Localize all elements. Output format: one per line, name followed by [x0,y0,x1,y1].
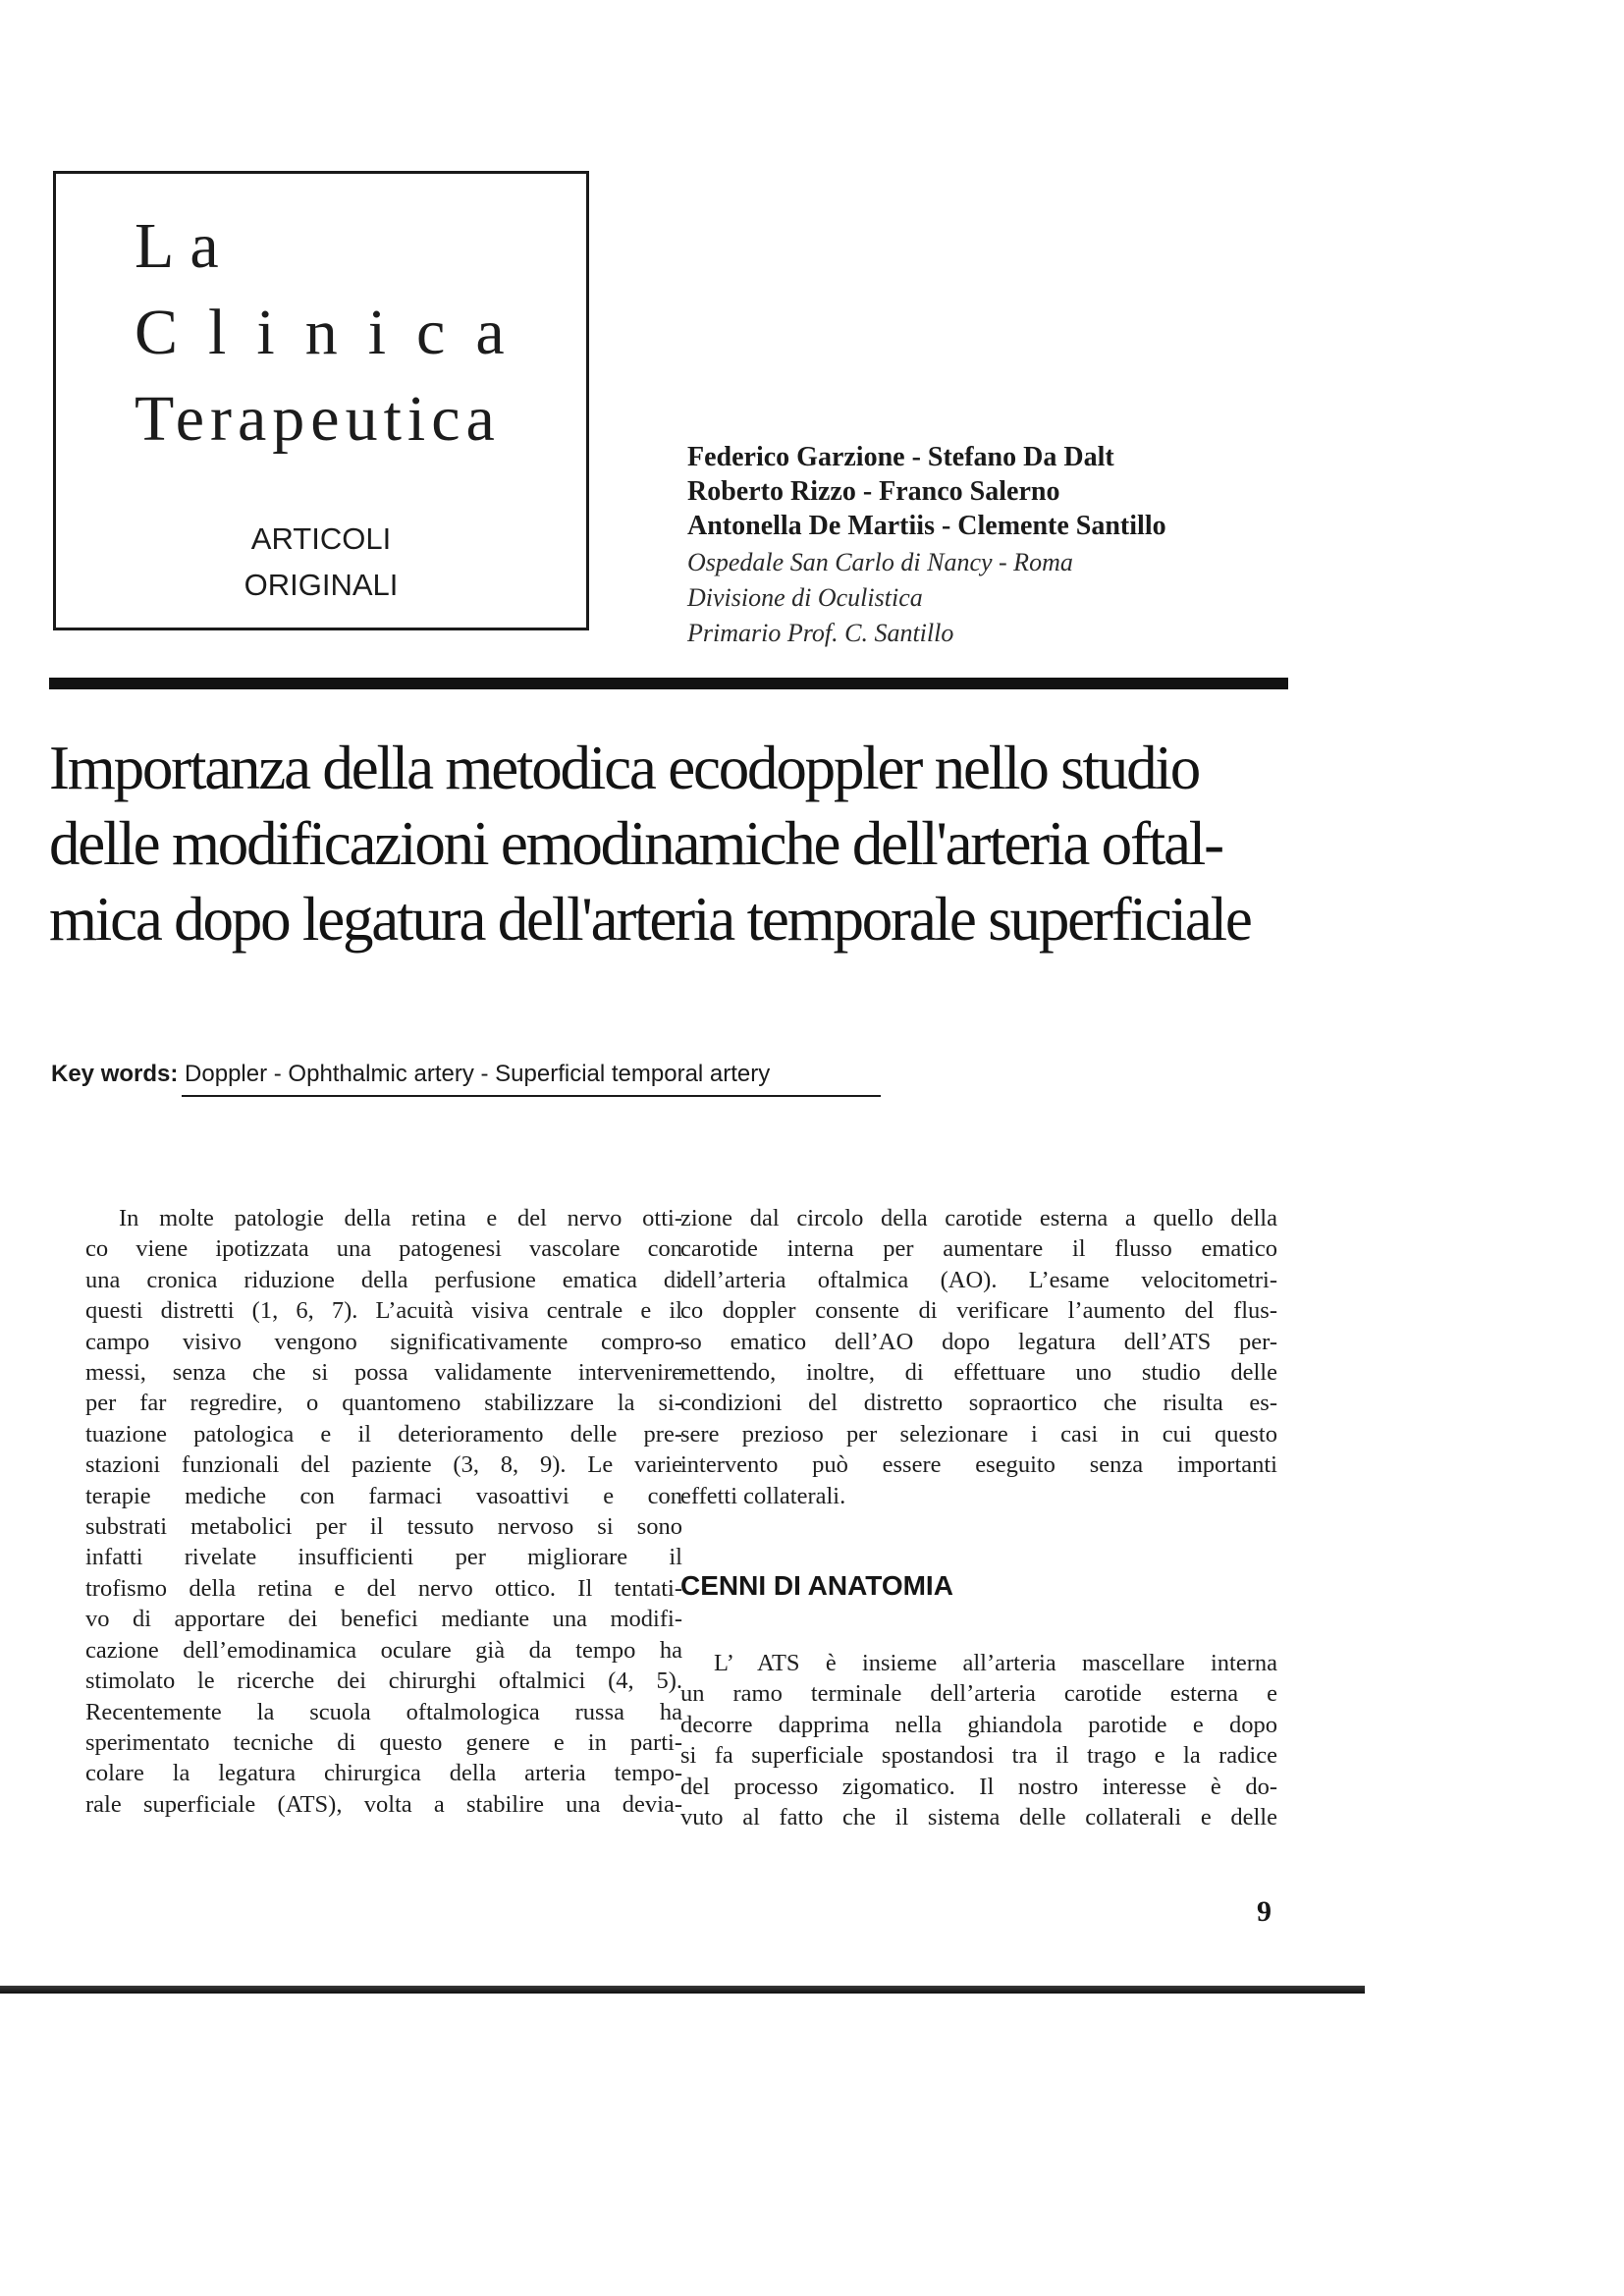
body-line: sere prezioso per selezionare i casi in cui questo [680,1420,1277,1448]
section-label [56,516,586,608]
body-line: zione dal circolo della carotide esterna a quello della [680,1205,1277,1231]
body-line: effetti collaterali. [680,1482,846,1509]
body-line: del processo zigomatico. Il nostro interesse è do- [680,1773,1277,1800]
body-line: Recentemente la scuola oftalmologica russa ha [85,1698,682,1725]
page-edge-line [0,1986,1365,1994]
body-line: stimolato le ricerche dei chirurghi oftalmici (4, 5). [85,1667,682,1695]
body-line: tuazione patologica e il deterioramento delle pre- [85,1420,682,1448]
body-line: terapie mediche con farmaci vasoattivi e con [85,1482,682,1509]
article-title-line: Importanza della metodica ecodoppler nello studio [49,734,1199,802]
body-line: mettendo, inoltre, di effettuare uno studio delle [680,1359,1277,1387]
affiliation-line: Primario Prof. C. Santillo [687,619,954,647]
author-list [687,440,1166,543]
body-line: vuto al fatto che il sistema delle collaterali e delle [680,1804,1277,1831]
body-line: per far regredire, o quantomeno stabilizzare la si- [85,1390,682,1417]
body-line: messi, senza che si possa validamente intervenire [85,1359,682,1387]
affiliation-line: Divisione di Oculistica [687,583,923,612]
author-line: Antonella De Martiis - Clemente Santillo [687,511,1166,541]
journal-box [53,171,589,630]
body-line: un ramo terminale dell’arteria carotide esterna e [680,1680,1277,1708]
body-line: cazione dell’emodinamica oculare già da tempo ha [85,1636,682,1664]
article-title-line: mica dopo legatura dell'arteria temporale superficiale [49,885,1251,954]
body-line: L’ ATS è insieme all’arteria mascellare interna [714,1650,1277,1676]
author-line: Roberto Rizzo - Franco Salerno [687,476,1060,507]
journal-title [135,203,535,463]
body-line: condizioni del distretto sopraortico che risulta es- [680,1390,1277,1417]
section-label-line: ARTICOLI [250,521,392,556]
body-line: co viene ipotizzata una patogenesi vascolare con [85,1235,682,1263]
journal-title-line: Clinica [135,297,535,368]
affiliation [687,545,1073,651]
body-column-left [85,1203,682,1820]
body-line: decorre dapprima nella ghiandola parotide e dopo [680,1711,1277,1738]
body-line: questi distretti (1, 6, 7). L’acuità visiva centrale e il [85,1297,682,1325]
author-line: Federico Garzione - Stefano Da Dalt [687,442,1114,472]
body-line: una cronica riduzione della perfusione ematica di [85,1266,682,1293]
body-column-right-continued [680,1648,1277,1832]
body-line: so ematico dell’AO dopo legatura dell’ATS per- [680,1328,1277,1355]
body-line: co doppler consente di verificare l’aumento del flus- [680,1297,1277,1325]
body-line: vo di apportare dei benefici mediante una modifi- [85,1606,682,1633]
body-line: dell’arteria oftalmica (AO). L’esame velocitometri- [680,1266,1277,1293]
body-line: In molte patologie della retina e del nervo otti- [119,1205,682,1231]
header-rule [49,678,1288,689]
body-column-right [680,1203,1277,1511]
keywords [51,1059,770,1090]
journal-title-line: La [135,210,235,282]
body-line: colare la legatura chirurgica della arteria tempo- [85,1760,682,1787]
body-line: trofismo della retina e del nervo ottico. Il tentati- [85,1574,682,1602]
body-line: substrati metabolici per il tessuto nervoso si sono [85,1513,682,1541]
body-line: sperimentato tecniche di questo genere e in parti- [85,1728,682,1756]
body-line: stazioni funzionali del paziente (3, 8, 9). Le varie [85,1451,682,1479]
section-heading: CENNI DI ANATOMIA [680,1570,953,1601]
page-number: 9 [1257,1895,1272,1928]
affiliation-line: Ospedale San Carlo di Nancy - Roma [687,548,1073,576]
journal-title-line: Terapeutica [135,383,501,455]
keywords-label: Key words: [51,1061,179,1087]
keywords-text: Doppler - Ophthalmic artery - Superficial temporal artery [185,1061,771,1087]
article-title [49,731,1326,957]
body-line: campo visivo vengono significativamente compro- [85,1328,682,1355]
body-line: infatti rivelate insufficienti per migliorare il [85,1544,682,1571]
keywords-underline [182,1095,881,1097]
body-line: rale superficiale (ATS), volta a stabilire una devia- [85,1790,682,1818]
section-label-line: ORIGINALI [244,568,399,602]
body-line: intervento può essere eseguito senza importanti [680,1451,1277,1479]
body-line: carotide interna per aumentare il flusso ematico [680,1235,1277,1263]
article-title-line: delle modificazioni emodinamiche dell'arteria oftal- [49,809,1222,878]
body-line: si fa superficiale spostandosi tra il trago e la radice [680,1742,1277,1770]
